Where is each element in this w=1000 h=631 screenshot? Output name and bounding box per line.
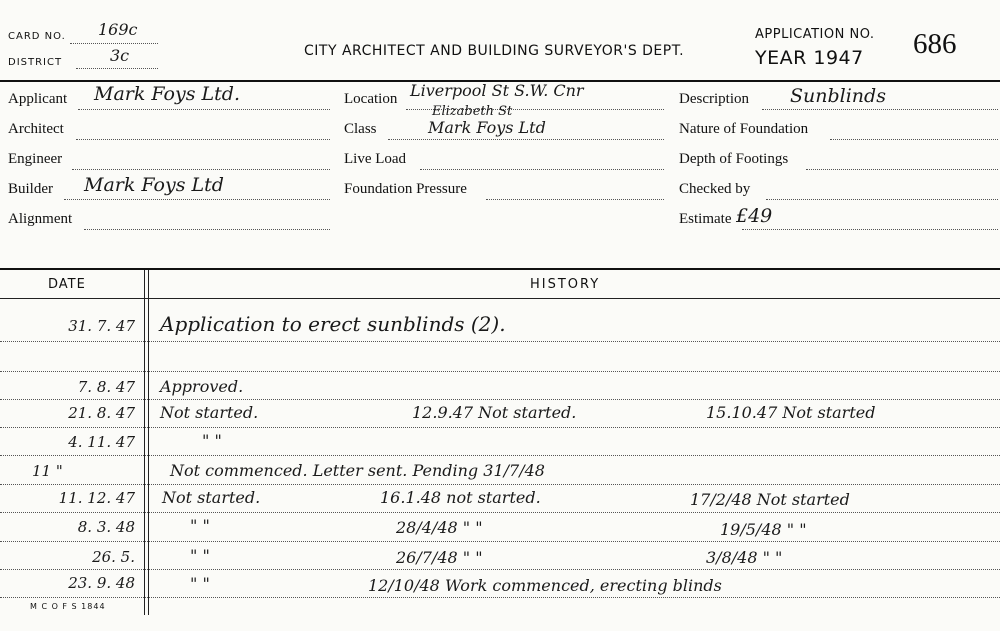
foundation-pressure-label: Foundation Pressure bbox=[344, 181, 467, 197]
history-date: 23. 9. 48 bbox=[68, 574, 135, 592]
history-entry: 26/7/48 " " bbox=[396, 548, 483, 567]
history-entry: 17/2/48 Not started bbox=[690, 490, 850, 509]
history-entry: 3/8/48 " " bbox=[706, 548, 783, 567]
applicant-line bbox=[78, 109, 330, 110]
estimate-label: Estimate bbox=[679, 211, 732, 227]
history-top-rule bbox=[0, 268, 1000, 270]
year-label: YEAR 1947 bbox=[755, 47, 864, 69]
history-date: 7. 8. 47 bbox=[77, 378, 135, 396]
checked-by-label: Checked by bbox=[679, 181, 751, 197]
builder-label: Builder bbox=[8, 181, 53, 197]
history-entry: Application to erect sunblinds (2). bbox=[160, 312, 506, 336]
history-date: 4. 11. 47 bbox=[68, 433, 135, 451]
history-date: 11. 12. 47 bbox=[58, 489, 135, 507]
history-entry: Approved. bbox=[160, 377, 244, 396]
history-header-rule bbox=[0, 298, 1000, 299]
history-entry: 15.10.47 Not started bbox=[706, 403, 876, 422]
district-value: 3c bbox=[110, 46, 130, 65]
builder-value: Mark Foys Ltd bbox=[84, 174, 224, 196]
row-line bbox=[0, 371, 1000, 372]
history-date: 31. 7. 47 bbox=[68, 317, 135, 335]
history-entry: " " bbox=[190, 574, 210, 593]
history-entry: 28/4/48 " " bbox=[396, 518, 483, 537]
history-entry: " " bbox=[190, 546, 210, 565]
alignment-label: Alignment bbox=[8, 211, 73, 227]
nature-line bbox=[830, 139, 998, 140]
district-label: DISTRICT bbox=[8, 57, 63, 68]
history-entry: " " bbox=[202, 431, 222, 450]
history-entry: 12/10/48 Work commenced, erecting blinds bbox=[368, 576, 722, 595]
card-no-label: CARD NO. bbox=[8, 31, 66, 42]
form-code: M C O F S 1844 bbox=[30, 602, 106, 611]
builder-line bbox=[64, 199, 330, 200]
row-line bbox=[0, 484, 1000, 485]
class-line bbox=[388, 139, 664, 140]
row-line bbox=[0, 597, 1000, 598]
history-date: 26. 5. bbox=[92, 548, 135, 566]
applicant-label: Applicant bbox=[8, 91, 68, 107]
history-date: 11 " bbox=[32, 462, 63, 480]
location-label: Location bbox=[344, 91, 398, 107]
card-no-value: 169c bbox=[98, 20, 138, 39]
date-divider-inner bbox=[148, 270, 149, 615]
estimate-value: £49 bbox=[736, 205, 773, 227]
estimate-line bbox=[742, 229, 998, 230]
history-entry: 16.1.48 not started. bbox=[380, 488, 541, 507]
nature-of-foundation-label: Nature of Foundation bbox=[679, 121, 809, 137]
history-entry: Not started. bbox=[160, 403, 259, 422]
application-label: APPLICATION NO. bbox=[755, 27, 875, 42]
district-line bbox=[76, 68, 158, 69]
row-line bbox=[0, 569, 1000, 570]
class-label: Class bbox=[344, 121, 377, 137]
row-line bbox=[0, 399, 1000, 400]
history-date: 21. 8. 47 bbox=[68, 404, 135, 422]
live-load-line bbox=[420, 169, 664, 170]
description-line bbox=[762, 109, 998, 110]
depth-line bbox=[806, 169, 998, 170]
history-entry: " " bbox=[190, 516, 210, 535]
live-load-label: Live Load bbox=[344, 151, 407, 167]
row-line bbox=[0, 455, 1000, 456]
row-line bbox=[0, 541, 1000, 542]
history-header: HISTORY bbox=[530, 277, 601, 292]
history-date: 8. 3. 48 bbox=[77, 518, 135, 536]
foundation-pressure-line bbox=[486, 199, 664, 200]
engineer-line bbox=[72, 169, 330, 170]
description-label: Description bbox=[679, 91, 749, 107]
engineer-label: Engineer bbox=[8, 151, 63, 167]
location-value-2: Elizabeth St bbox=[432, 104, 513, 119]
architect-line bbox=[76, 139, 330, 140]
history-entry: Not commenced. Letter sent. Pending 31/7/48 bbox=[170, 461, 545, 480]
row-line bbox=[0, 341, 1000, 342]
location-value-1: Liverpool St S.W. Cnr bbox=[410, 81, 584, 100]
history-entry: 12.9.47 Not started. bbox=[412, 403, 577, 422]
application-number: 686 bbox=[913, 28, 957, 60]
checked-line bbox=[766, 199, 998, 200]
card-no-line bbox=[70, 43, 158, 44]
row-line bbox=[0, 427, 1000, 428]
class-value: Mark Foys Ltd bbox=[428, 118, 546, 137]
applicant-value: Mark Foys Ltd. bbox=[94, 83, 240, 105]
description-value: Sunblinds bbox=[790, 85, 886, 107]
date-header: DATE bbox=[48, 277, 86, 292]
history-entry: 19/5/48 " " bbox=[720, 520, 807, 539]
architect-label: Architect bbox=[8, 121, 64, 137]
date-divider bbox=[144, 270, 145, 615]
history-entry: Not started. bbox=[162, 488, 261, 507]
dept-title: CITY ARCHITECT AND BUILDING SURVEYOR'S DEPT. bbox=[304, 43, 685, 59]
alignment-line bbox=[84, 229, 330, 230]
depth-of-footings-label: Depth of Footings bbox=[679, 151, 789, 167]
row-line bbox=[0, 512, 1000, 513]
